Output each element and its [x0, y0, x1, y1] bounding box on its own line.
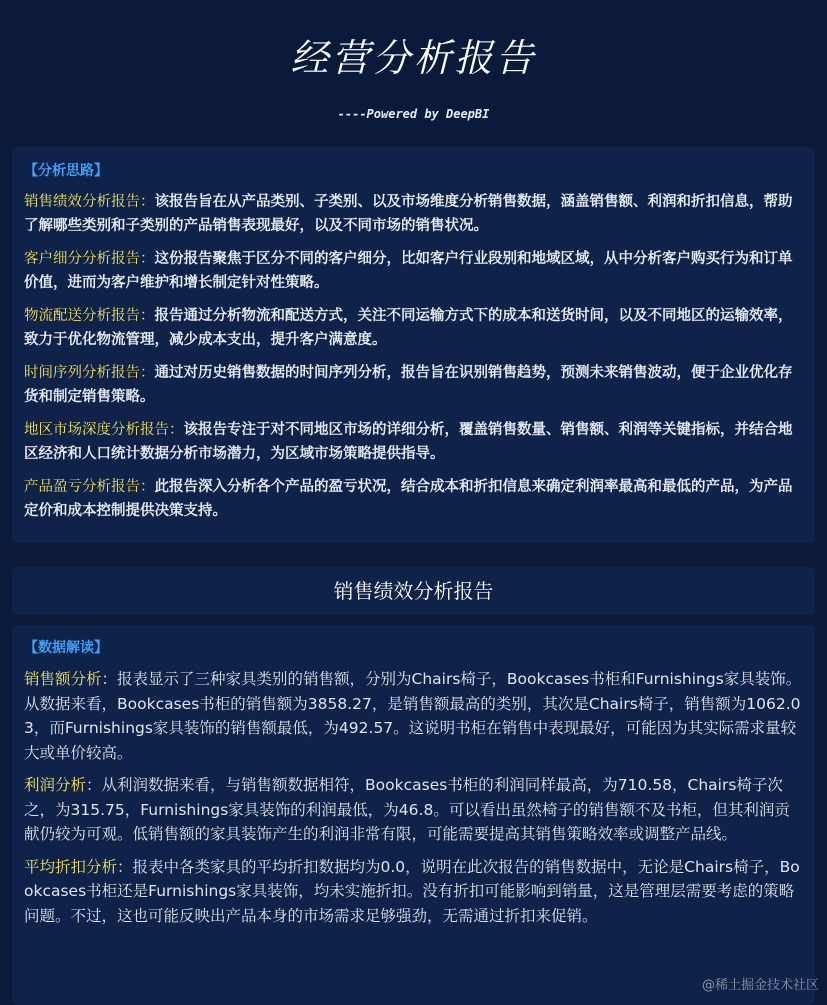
interpretation-item-label: 平均折扣分析 [24, 857, 118, 876]
approach-item-region [24, 418, 803, 466]
approach-item-text: 此报告深入分析各个产品的盈亏状况，结合成本和折扣信息来确定利润率最高和最低的产品，为产品定价和成本控制提供决策支持。 [24, 479, 793, 519]
approach-item-timeseries [24, 361, 803, 409]
approach-item-text: 该报告专注于对不同地区市场的详细分析，覆盖销售数量、销售额、利润等关键指标，并结合地区经济和人口统计数据分析市场潜力，为区域市场策略提供指导。 [24, 422, 793, 462]
report-subtitle: ----Powered by DeepBI [337, 107, 490, 121]
approach-item-text: 该报告旨在从产品类别、子类别、以及市场维度分析销售数据，涵盖销售额、利润和折扣信息，帮助了解哪些类别和子类别的产品销售表现最好，以及不同市场的销售状况。 [24, 194, 793, 234]
interpretation-item-discount [24, 855, 803, 929]
interpretation-item-sales [24, 667, 803, 765]
approach-item-label: 产品盈亏分析报告： [24, 479, 155, 495]
approach-tag: 【分析思路】 [24, 163, 108, 179]
approach-item-text: 这份报告聚焦于区分不同的客户细分，比如客户行业段别和地域区域，从中分析客户购买行为和订单价值，进而为客户维护和增长制定针对性策略。 [24, 251, 793, 291]
approach-item-text: 报告通过分析物流和配送方式，关注不同运输方式下的成本和送货时间，以及不同地区的运输效率，致力于优化物流管理，减少成本支出，提升客户满意度。 [24, 308, 793, 348]
approach-item-label: 地区市场深度分析报告： [24, 422, 184, 438]
interpretation-item-profit [24, 773, 803, 847]
approach-item-label: 物流配送分析报告： [24, 308, 155, 324]
interpretation-item-label: 销售额分析 [24, 670, 102, 688]
approach-item-label: 客户细分分析报告： [24, 251, 155, 267]
section-title-card [12, 567, 815, 615]
interpretation-item-text: ：报表中各类家具的平均折扣数据均为0.0，说明在此次报告的销售数据中，无论是Chairs椅子，Bookcases书柜还是Furnishings家具装饰，均未实施折扣。没有折扣可能影响到销量，这是管理层需要考虑的策略问题。不过，这也可能反映出产品本身的市场需求足够强劲，无需通过折扣来促销。 [24, 857, 800, 925]
approach-item-logistics [24, 304, 803, 352]
interpretation-item-label: 利润分析 [24, 776, 87, 794]
report-title: 经营分析报告 [290, 36, 537, 80]
approach-item-label: 销售绩效分析报告： [24, 194, 155, 210]
approach-item-text: 通过对历史销售数据的时间序列分析，报告旨在识别销售趋势，预测未来销售波动，便于企业优化存货和制定销售策略。 [24, 365, 793, 405]
approach-item-profit [24, 475, 803, 523]
interpretation-tag: 【数据解读】 [24, 640, 108, 656]
interpretation-item-text: ：报表显示了三种家具类别的销售额，分别为Chairs椅子，Bookcases书柜和Furnishings家具装饰。从数据来看，Bookcases书柜的销售额为3858.27，是销售额最高的类别，其次是Chairs椅子，销售额为1062.03，而Furnishings家具装饰的销售额最低，为492.57。这说明书柜在销售中表现最好，可能因为其实际需求量较大或单价较高。 [24, 670, 802, 762]
section-title: 销售绩效分析报告 [333, 579, 494, 603]
interpretation-item-text: ：从利润数据来看，与销售额数据相符，Bookcases书柜的利润同样最高，为710.58，Chairs椅子次之，为315.75，Furnishings家具装饰的利润最低，为46.8。可以看出虽然椅子的销售额不及书柜，但其利润贡献仍较为可观。低销售额的家具装饰产生的利润非常有限，可能需要提高其销售策略效率或调整产品线。 [24, 776, 790, 843]
approach-item-customer [24, 247, 803, 295]
data-interpretation-card [12, 625, 815, 1005]
watermark: @稀土掘金技术社区 [701, 978, 819, 993]
approach-item-sales [24, 190, 803, 238]
analysis-approach-card [12, 147, 815, 543]
approach-item-label: 时间序列分析报告： [24, 365, 155, 381]
